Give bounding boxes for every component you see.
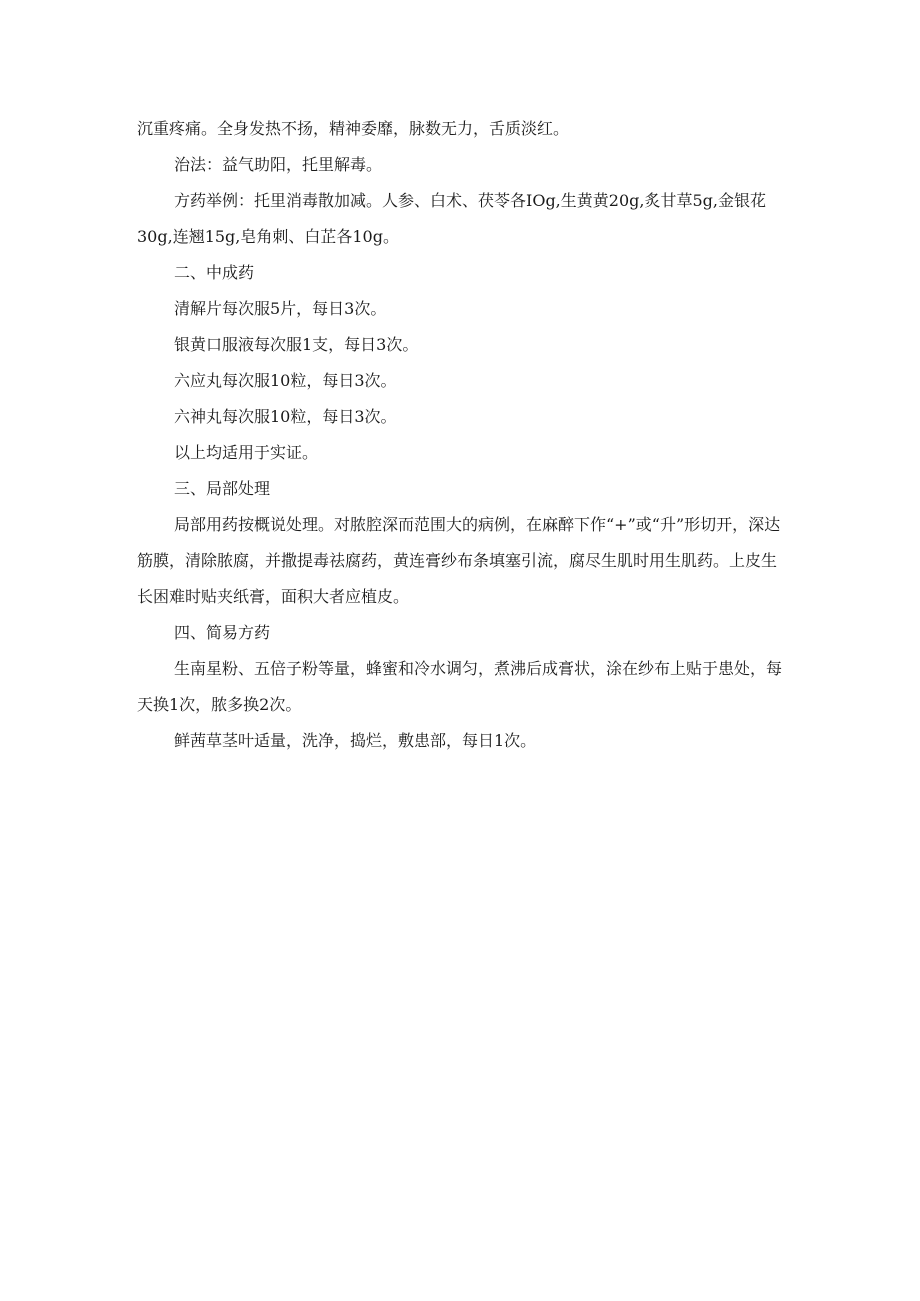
paragraph-applicability: 以上均适用于实证。 <box>174 443 319 462</box>
paragraph-yinhuang-liquid: 银黄口服液每次服1支，每日3次。 <box>174 335 419 354</box>
paragraph-qingjie-tablet: 清解片每次服5片，每日3次。 <box>174 299 387 318</box>
paragraph-symptoms: 沉重疼痛。全身发热不扬，精神委靡，脉数无力，舌质淡红。 <box>137 119 570 138</box>
paragraph-liushen-pill: 六神丸每次服10粒，每日3次。 <box>174 407 397 426</box>
heading-simple-remedies: 四、简易方药 <box>174 623 271 642</box>
heading-local-treatment: 三、局部处理 <box>174 479 271 498</box>
paragraph-local-treatment: 局部用药按概说处理。对脓腔深而范围大的病例，在麻醉下作“+”或“升”形切开，深达筋膜，清除脓腐，并撒提毒祛腐药，黄连膏纱布条填塞引流，腐尽生肌时用生肌药。上皮生长困难时贴夹纸膏，面积大者应植皮。 <box>137 515 781 606</box>
paragraph-remedy-one: 生南星粉、五倍子粉等量，蜂蜜和冷水调匀，煮沸后成膏状，涂在纱布上贴于患处，每天换1次，脓多换2次。 <box>137 659 783 714</box>
paragraph-treatment: 治法：益气助阳，托里解毒。 <box>174 155 383 174</box>
heading-patent-medicine: 二、中成药 <box>174 263 255 282</box>
document-body <box>137 111 787 759</box>
paragraph-prescription: 方药举例：托里消毒散加减。人参、白术、茯苓各IOg,生黄黄20g,炙甘草5g,金银花30g,连翘15g,皂角刺、白芷各10g。 <box>137 191 766 246</box>
paragraph-remedy-two: 鲜茜草茎叶适量，洗净，捣烂，敷患部，每日1次。 <box>174 731 537 750</box>
paragraph-liuying-pill: 六应丸每次服10粒，每日3次。 <box>174 371 397 390</box>
